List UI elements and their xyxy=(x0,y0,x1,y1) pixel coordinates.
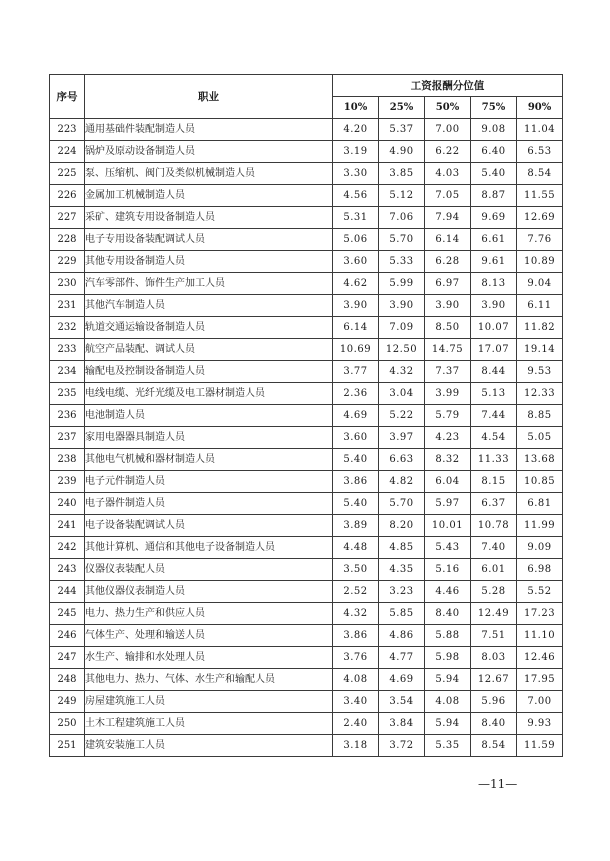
wage-value-p75: 5.28 xyxy=(471,581,517,603)
wage-value-p25: 4.35 xyxy=(379,559,425,581)
wage-value-p50: 5.88 xyxy=(425,625,471,647)
table-row xyxy=(50,141,563,163)
wage-value-p25: 5.85 xyxy=(379,603,425,625)
table-row xyxy=(50,735,563,757)
wage-value-p75: 12.67 xyxy=(471,669,517,691)
wage-value-p90: 6.11 xyxy=(517,295,563,317)
wage-value-p10: 4.08 xyxy=(333,669,379,691)
row-index: 225 xyxy=(50,163,85,185)
table-row xyxy=(50,581,563,603)
row-index: 230 xyxy=(50,273,85,295)
wage-value-p90: 7.76 xyxy=(517,229,563,251)
wage-value-p25: 3.90 xyxy=(379,295,425,317)
row-index: 223 xyxy=(50,119,85,141)
row-index: 240 xyxy=(50,493,85,515)
wage-value-p25: 7.09 xyxy=(379,317,425,339)
table-row xyxy=(50,427,563,449)
table-row xyxy=(50,669,563,691)
wage-value-p90: 5.05 xyxy=(517,427,563,449)
row-index: 229 xyxy=(50,251,85,273)
wage-value-p50: 14.75 xyxy=(425,339,471,361)
wage-value-p90: 10.89 xyxy=(517,251,563,273)
wage-value-p50: 5.43 xyxy=(425,537,471,559)
table-row xyxy=(50,119,563,141)
wage-value-p75: 17.07 xyxy=(471,339,517,361)
wage-value-p50: 7.05 xyxy=(425,185,471,207)
occupation-name: 仪器仪表装配人员 xyxy=(85,559,333,581)
row-index: 234 xyxy=(50,361,85,383)
percentile-header-p90: 90% xyxy=(517,97,563,119)
wage-value-p25: 5.33 xyxy=(379,251,425,273)
index-header: 序号 xyxy=(50,75,85,119)
wage-value-p90: 8.85 xyxy=(517,405,563,427)
occupation-name: 其他专用设备制造人员 xyxy=(85,251,333,273)
occupation-name: 电线电缆、光纤光缆及电工器材制造人员 xyxy=(85,383,333,405)
occupation-name: 采矿、建筑专用设备制造人员 xyxy=(85,207,333,229)
wage-value-p10: 3.89 xyxy=(333,515,379,537)
wage-value-p50: 6.14 xyxy=(425,229,471,251)
table-row xyxy=(50,537,563,559)
wage-value-p75: 9.08 xyxy=(471,119,517,141)
wage-value-p50: 3.90 xyxy=(425,295,471,317)
table-row xyxy=(50,251,563,273)
wage-value-p10: 3.19 xyxy=(333,141,379,163)
wage-value-p25: 4.90 xyxy=(379,141,425,163)
wage-value-p75: 3.90 xyxy=(471,295,517,317)
wage-value-p50: 3.99 xyxy=(425,383,471,405)
wage-value-p25: 5.22 xyxy=(379,405,425,427)
table-row xyxy=(50,163,563,185)
wage-value-p10: 5.31 xyxy=(333,207,379,229)
wage-value-p75: 8.40 xyxy=(471,713,517,735)
wage-value-p90: 11.04 xyxy=(517,119,563,141)
row-index: 238 xyxy=(50,449,85,471)
wage-value-p10: 3.76 xyxy=(333,647,379,669)
wage-value-p10: 4.69 xyxy=(333,405,379,427)
occupation-name: 航空产品装配、调试人员 xyxy=(85,339,333,361)
wage-value-p90: 11.10 xyxy=(517,625,563,647)
table-row xyxy=(50,471,563,493)
wage-value-p25: 5.12 xyxy=(379,185,425,207)
table-row xyxy=(50,207,563,229)
row-index: 248 xyxy=(50,669,85,691)
table-row xyxy=(50,625,563,647)
wage-value-p50: 5.16 xyxy=(425,559,471,581)
wage-value-p50: 6.22 xyxy=(425,141,471,163)
table-row xyxy=(50,295,563,317)
wage-value-p75: 8.44 xyxy=(471,361,517,383)
wage-value-p10: 4.32 xyxy=(333,603,379,625)
wage-value-p10: 5.06 xyxy=(333,229,379,251)
table-body xyxy=(50,119,563,757)
wage-value-p50: 4.23 xyxy=(425,427,471,449)
wage-value-p50: 10.01 xyxy=(425,515,471,537)
wage-value-p90: 12.69 xyxy=(517,207,563,229)
wage-value-p90: 9.04 xyxy=(517,273,563,295)
wage-value-p75: 12.49 xyxy=(471,603,517,625)
wage-value-p25: 5.70 xyxy=(379,493,425,515)
occupation-name: 金属加工机械制造人员 xyxy=(85,185,333,207)
occupation-name: 其他电力、热力、气体、水生产和输配人员 xyxy=(85,669,333,691)
wage-value-p50: 4.46 xyxy=(425,581,471,603)
row-index: 233 xyxy=(50,339,85,361)
wage-value-p10: 6.14 xyxy=(333,317,379,339)
wage-value-p10: 3.18 xyxy=(333,735,379,757)
wage-value-p10: 4.62 xyxy=(333,273,379,295)
wage-value-p25: 4.69 xyxy=(379,669,425,691)
wage-value-p25: 3.97 xyxy=(379,427,425,449)
wage-value-p50: 8.32 xyxy=(425,449,471,471)
occupation-name: 电子专用设备装配调试人员 xyxy=(85,229,333,251)
wage-value-p10: 4.20 xyxy=(333,119,379,141)
wage-value-p90: 6.81 xyxy=(517,493,563,515)
wage-value-p90: 12.33 xyxy=(517,383,563,405)
table-row xyxy=(50,383,563,405)
row-index: 231 xyxy=(50,295,85,317)
wage-value-p75: 10.07 xyxy=(471,317,517,339)
wage-value-p10: 3.40 xyxy=(333,691,379,713)
wage-value-p10: 2.36 xyxy=(333,383,379,405)
wage-value-p90: 13.68 xyxy=(517,449,563,471)
table-row xyxy=(50,493,563,515)
row-index: 241 xyxy=(50,515,85,537)
wage-value-p75: 8.87 xyxy=(471,185,517,207)
wage-value-p75: 6.37 xyxy=(471,493,517,515)
table-row xyxy=(50,515,563,537)
wage-value-p75: 8.54 xyxy=(471,735,517,757)
wage-value-p10: 5.40 xyxy=(333,449,379,471)
wage-value-p25: 3.04 xyxy=(379,383,425,405)
wage-value-p50: 6.28 xyxy=(425,251,471,273)
wage-value-p90: 17.23 xyxy=(517,603,563,625)
wage-value-p25: 5.70 xyxy=(379,229,425,251)
wage-value-p90: 9.09 xyxy=(517,537,563,559)
wage-value-p75: 8.15 xyxy=(471,471,517,493)
wage-value-p25: 5.99 xyxy=(379,273,425,295)
wage-value-p75: 4.54 xyxy=(471,427,517,449)
occupation-name: 其他电气机械和器材制造人员 xyxy=(85,449,333,471)
row-index: 236 xyxy=(50,405,85,427)
table-row xyxy=(50,185,563,207)
wage-value-p10: 2.52 xyxy=(333,581,379,603)
wage-value-p50: 7.37 xyxy=(425,361,471,383)
percentile-header-p50: 50% xyxy=(425,97,471,119)
wage-value-p25: 4.85 xyxy=(379,537,425,559)
occupation-name: 水生产、输排和水处理人员 xyxy=(85,647,333,669)
occupation-name: 通用基础件装配制造人员 xyxy=(85,119,333,141)
occupation-name: 土木工程建筑施工人员 xyxy=(85,713,333,735)
wage-value-p50: 8.50 xyxy=(425,317,471,339)
wage-value-p75: 6.61 xyxy=(471,229,517,251)
wage-value-p25: 3.72 xyxy=(379,735,425,757)
row-index: 228 xyxy=(50,229,85,251)
wage-value-p90: 11.82 xyxy=(517,317,563,339)
wage-value-p10: 4.56 xyxy=(333,185,379,207)
occupation-name: 输配电及控制设备制造人员 xyxy=(85,361,333,383)
wage-value-p75: 10.78 xyxy=(471,515,517,537)
wage-value-p75: 6.01 xyxy=(471,559,517,581)
wage-value-p90: 17.95 xyxy=(517,669,563,691)
wage-value-p90: 9.93 xyxy=(517,713,563,735)
wage-value-p10: 3.90 xyxy=(333,295,379,317)
occupation-name: 家用电器器具制造人员 xyxy=(85,427,333,449)
table-row xyxy=(50,691,563,713)
wage-value-p90: 9.53 xyxy=(517,361,563,383)
wage-value-p10: 5.40 xyxy=(333,493,379,515)
wage-value-p10: 3.60 xyxy=(333,251,379,273)
wage-value-p25: 4.82 xyxy=(379,471,425,493)
table-row xyxy=(50,603,563,625)
percentile-header-p10: 10% xyxy=(333,97,379,119)
table-row xyxy=(50,449,563,471)
wage-value-p25: 7.06 xyxy=(379,207,425,229)
wage-value-p25: 3.85 xyxy=(379,163,425,185)
wage-value-p25: 8.20 xyxy=(379,515,425,537)
wage-value-p75: 8.03 xyxy=(471,647,517,669)
table-row xyxy=(50,713,563,735)
occupation-name: 电池制造人员 xyxy=(85,405,333,427)
row-index: 224 xyxy=(50,141,85,163)
row-index: 250 xyxy=(50,713,85,735)
wage-value-p10: 3.60 xyxy=(333,427,379,449)
occupation-name: 建筑安装施工人员 xyxy=(85,735,333,757)
wage-value-p75: 5.13 xyxy=(471,383,517,405)
occupation-name: 轨道交通运输设备制造人员 xyxy=(85,317,333,339)
row-index: 249 xyxy=(50,691,85,713)
wage-value-p50: 5.94 xyxy=(425,713,471,735)
occupation-name: 电子元件制造人员 xyxy=(85,471,333,493)
wage-value-p10: 3.77 xyxy=(333,361,379,383)
wage-value-p75: 7.40 xyxy=(471,537,517,559)
wage-value-p90: 10.85 xyxy=(517,471,563,493)
wage-value-p50: 4.03 xyxy=(425,163,471,185)
wage-value-p50: 5.35 xyxy=(425,735,471,757)
wage-value-p10: 3.50 xyxy=(333,559,379,581)
wage-value-p10: 4.48 xyxy=(333,537,379,559)
occupation-name: 锅炉及原动设备制造人员 xyxy=(85,141,333,163)
wage-value-p75: 8.13 xyxy=(471,273,517,295)
wage-value-p10: 3.86 xyxy=(333,471,379,493)
row-index: 243 xyxy=(50,559,85,581)
wage-value-p25: 3.84 xyxy=(379,713,425,735)
occupation-name: 汽车零部件、饰件生产加工人员 xyxy=(85,273,333,295)
table-row xyxy=(50,339,563,361)
wage-value-p25: 6.63 xyxy=(379,449,425,471)
wage-value-p50: 5.97 xyxy=(425,493,471,515)
page-number: —11— xyxy=(478,777,518,791)
wage-value-p75: 9.69 xyxy=(471,207,517,229)
wage-value-p75: 7.51 xyxy=(471,625,517,647)
occupation-name: 其他计算机、通信和其他电子设备制造人员 xyxy=(85,537,333,559)
wage-value-p50: 5.98 xyxy=(425,647,471,669)
wage-value-p25: 3.54 xyxy=(379,691,425,713)
wage-value-p50: 5.94 xyxy=(425,669,471,691)
row-index: 227 xyxy=(50,207,85,229)
wage-value-p90: 11.59 xyxy=(517,735,563,757)
row-index: 226 xyxy=(50,185,85,207)
row-index: 237 xyxy=(50,427,85,449)
wage-value-p90: 7.00 xyxy=(517,691,563,713)
wage-value-p10: 2.40 xyxy=(333,713,379,735)
percentile-group-header: 工资报酬分位值 xyxy=(333,75,563,97)
occupation-name: 电力、热力生产和供应人员 xyxy=(85,603,333,625)
row-index: 245 xyxy=(50,603,85,625)
row-index: 247 xyxy=(50,647,85,669)
occupation-name: 气体生产、处理和输送人员 xyxy=(85,625,333,647)
wage-value-p90: 8.54 xyxy=(517,163,563,185)
table-row xyxy=(50,559,563,581)
row-index: 242 xyxy=(50,537,85,559)
wage-value-p90: 6.53 xyxy=(517,141,563,163)
wage-value-p75: 11.33 xyxy=(471,449,517,471)
wage-value-p75: 5.96 xyxy=(471,691,517,713)
wage-value-p90: 11.99 xyxy=(517,515,563,537)
occupation-name: 泵、压缩机、阀门及类似机械制造人员 xyxy=(85,163,333,185)
wage-value-p90: 19.14 xyxy=(517,339,563,361)
wage-value-p75: 9.61 xyxy=(471,251,517,273)
table-row xyxy=(50,273,563,295)
wage-value-p10: 3.86 xyxy=(333,625,379,647)
wage-value-p50: 6.97 xyxy=(425,273,471,295)
row-index: 244 xyxy=(50,581,85,603)
wage-value-p50: 4.08 xyxy=(425,691,471,713)
wage-value-p90: 6.98 xyxy=(517,559,563,581)
row-index: 232 xyxy=(50,317,85,339)
wage-value-p25: 4.86 xyxy=(379,625,425,647)
table-row xyxy=(50,317,563,339)
wage-value-p10: 3.30 xyxy=(333,163,379,185)
occupation-header: 职业 xyxy=(85,75,333,119)
occupation-name: 电子设备装配调试人员 xyxy=(85,515,333,537)
row-index: 235 xyxy=(50,383,85,405)
occupation-name: 电子器件制造人员 xyxy=(85,493,333,515)
wage-value-p50: 5.79 xyxy=(425,405,471,427)
wage-value-p25: 4.32 xyxy=(379,361,425,383)
wage-value-p75: 6.40 xyxy=(471,141,517,163)
wage-value-p25: 12.50 xyxy=(379,339,425,361)
percentile-header-p25: 25% xyxy=(379,97,425,119)
wage-value-p90: 11.55 xyxy=(517,185,563,207)
table-row xyxy=(50,229,563,251)
wage-value-p90: 5.52 xyxy=(517,581,563,603)
wage-value-p75: 5.40 xyxy=(471,163,517,185)
wage-value-p25: 5.37 xyxy=(379,119,425,141)
wage-value-p75: 7.44 xyxy=(471,405,517,427)
wage-percentile-table xyxy=(49,74,563,757)
row-index: 251 xyxy=(50,735,85,757)
wage-value-p50: 7.94 xyxy=(425,207,471,229)
wage-value-p90: 12.46 xyxy=(517,647,563,669)
wage-value-p50: 6.04 xyxy=(425,471,471,493)
wage-value-p10: 10.69 xyxy=(333,339,379,361)
wage-value-p50: 7.00 xyxy=(425,119,471,141)
occupation-name: 房屋建筑施工人员 xyxy=(85,691,333,713)
table-header xyxy=(50,75,563,119)
occupation-name: 其他仪器仪表制造人员 xyxy=(85,581,333,603)
row-index: 239 xyxy=(50,471,85,493)
table-row xyxy=(50,361,563,383)
table-row xyxy=(50,405,563,427)
percentile-header-p75: 75% xyxy=(471,97,517,119)
row-index: 246 xyxy=(50,625,85,647)
wage-value-p50: 8.40 xyxy=(425,603,471,625)
table-row xyxy=(50,647,563,669)
wage-value-p25: 4.77 xyxy=(379,647,425,669)
occupation-name: 其他汽车制造人员 xyxy=(85,295,333,317)
wage-value-p25: 3.23 xyxy=(379,581,425,603)
